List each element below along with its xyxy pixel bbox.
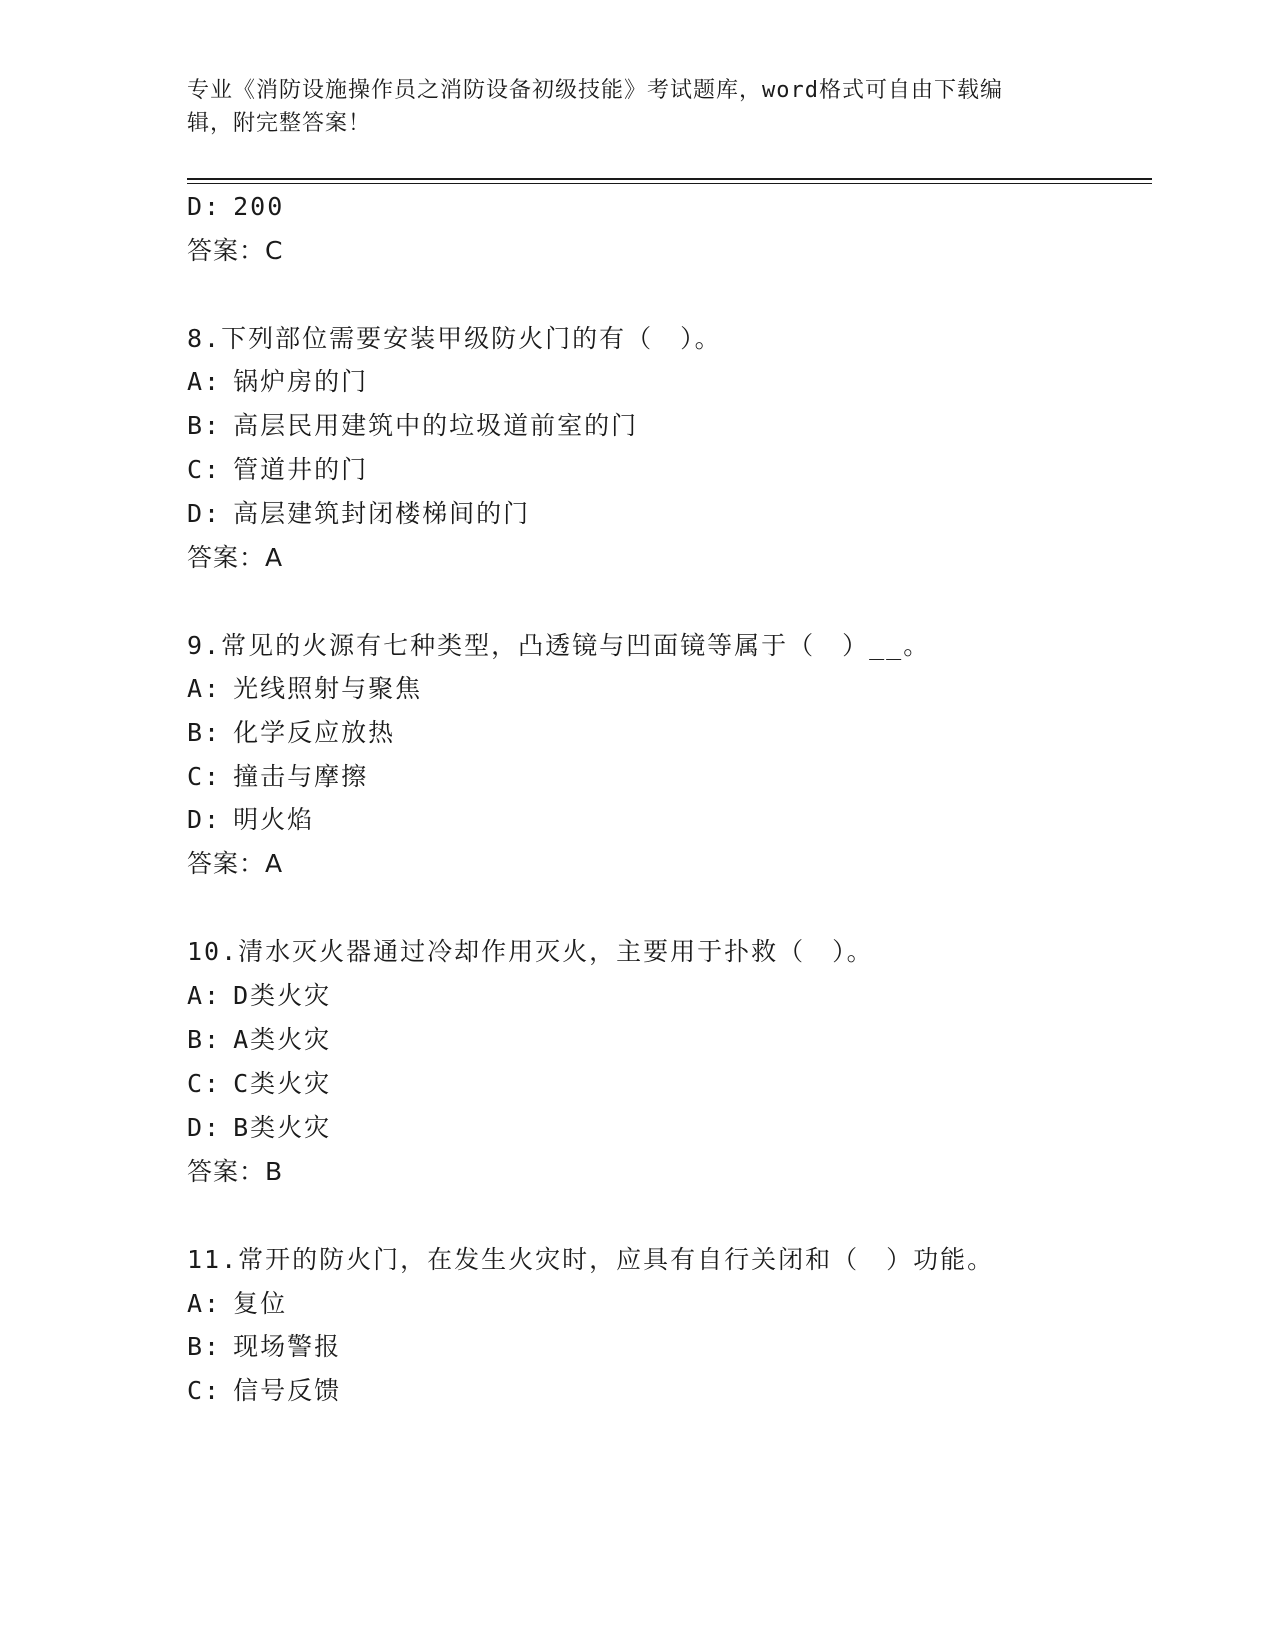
option-item xyxy=(187,454,368,486)
option-label: D: xyxy=(187,1113,222,1142)
option-item xyxy=(187,804,314,836)
option-label: C: xyxy=(187,1376,222,1405)
question-stem: 10.清水灭火器通过冷却作用灭火，主要用于扑救（ ）。 xyxy=(187,937,874,966)
option-item xyxy=(187,1331,341,1363)
option-label: C: xyxy=(187,762,222,791)
option-item xyxy=(187,717,395,749)
option-text: 明火焰 xyxy=(233,805,315,834)
option-text: 光线照射与聚焦 xyxy=(233,674,423,703)
option-label: B: xyxy=(187,718,222,747)
option-text: C类火灾 xyxy=(233,1069,332,1098)
question-stem: 8.下列部位需要安装甲级防火门的有（ ）。 xyxy=(187,324,722,353)
option-text: 复位 xyxy=(233,1289,288,1318)
option-text: A类火灾 xyxy=(233,1025,332,1054)
answer-line: 答案：C xyxy=(187,236,284,265)
option-item xyxy=(187,673,422,705)
option-label: B: xyxy=(187,1025,222,1054)
option-item xyxy=(187,191,284,223)
option-label: D: xyxy=(187,805,222,834)
option-item xyxy=(187,1068,331,1100)
option-item xyxy=(187,366,368,398)
option-label: D: xyxy=(187,192,222,221)
header-line-1: 专业《消防设施操作员之消防设备初级技能》考试题库，word格式可自由下载编 xyxy=(187,78,1003,103)
answer-line: 答案：A xyxy=(187,849,284,878)
option-label: A: xyxy=(187,1289,222,1318)
option-item xyxy=(187,1288,287,1320)
option-text: B类火灾 xyxy=(233,1113,332,1142)
option-item xyxy=(187,980,331,1012)
option-item xyxy=(187,410,638,442)
option-text: 高层建筑封闭楼梯间的门 xyxy=(233,499,531,528)
option-text: 200 xyxy=(233,192,285,221)
question-stem: 11.常开的防火门，在发生火灾时，应具有自行关闭和（ ）功能。 xyxy=(187,1245,995,1274)
page-header xyxy=(187,74,1067,140)
answer-line: 答案：B xyxy=(187,1157,284,1186)
option-label: D: xyxy=(187,499,222,528)
option-text: D类火灾 xyxy=(233,981,332,1010)
option-text: 管道井的门 xyxy=(233,455,369,484)
option-label: B: xyxy=(187,411,222,440)
header-divider-thick xyxy=(187,178,1152,180)
option-text: 信号反馈 xyxy=(233,1376,342,1405)
option-label: C: xyxy=(187,455,222,484)
option-text: 现场警报 xyxy=(233,1332,342,1361)
option-label: C: xyxy=(187,1069,222,1098)
option-label: A: xyxy=(187,674,222,703)
answer-line: 答案：A xyxy=(187,543,284,572)
option-label: B: xyxy=(187,1332,222,1361)
option-text: 锅炉房的门 xyxy=(233,367,369,396)
option-item xyxy=(187,1375,341,1407)
option-text: 高层民用建筑中的垃圾道前室的门 xyxy=(233,411,639,440)
option-item xyxy=(187,498,530,530)
header-divider-thin xyxy=(187,183,1152,184)
option-text: 化学反应放热 xyxy=(233,718,396,747)
option-label: A: xyxy=(187,981,222,1010)
header-line-2: 辑，附完整答案！ xyxy=(187,111,372,136)
option-label: A: xyxy=(187,367,222,396)
option-item xyxy=(187,761,368,793)
option-text: 撞击与摩擦 xyxy=(233,762,369,791)
option-item xyxy=(187,1024,331,1056)
option-item xyxy=(187,1112,331,1144)
question-stem: 9.常见的火源有七种类型，凸透镜与凹面镜等属于（ ）__。 xyxy=(187,631,931,660)
